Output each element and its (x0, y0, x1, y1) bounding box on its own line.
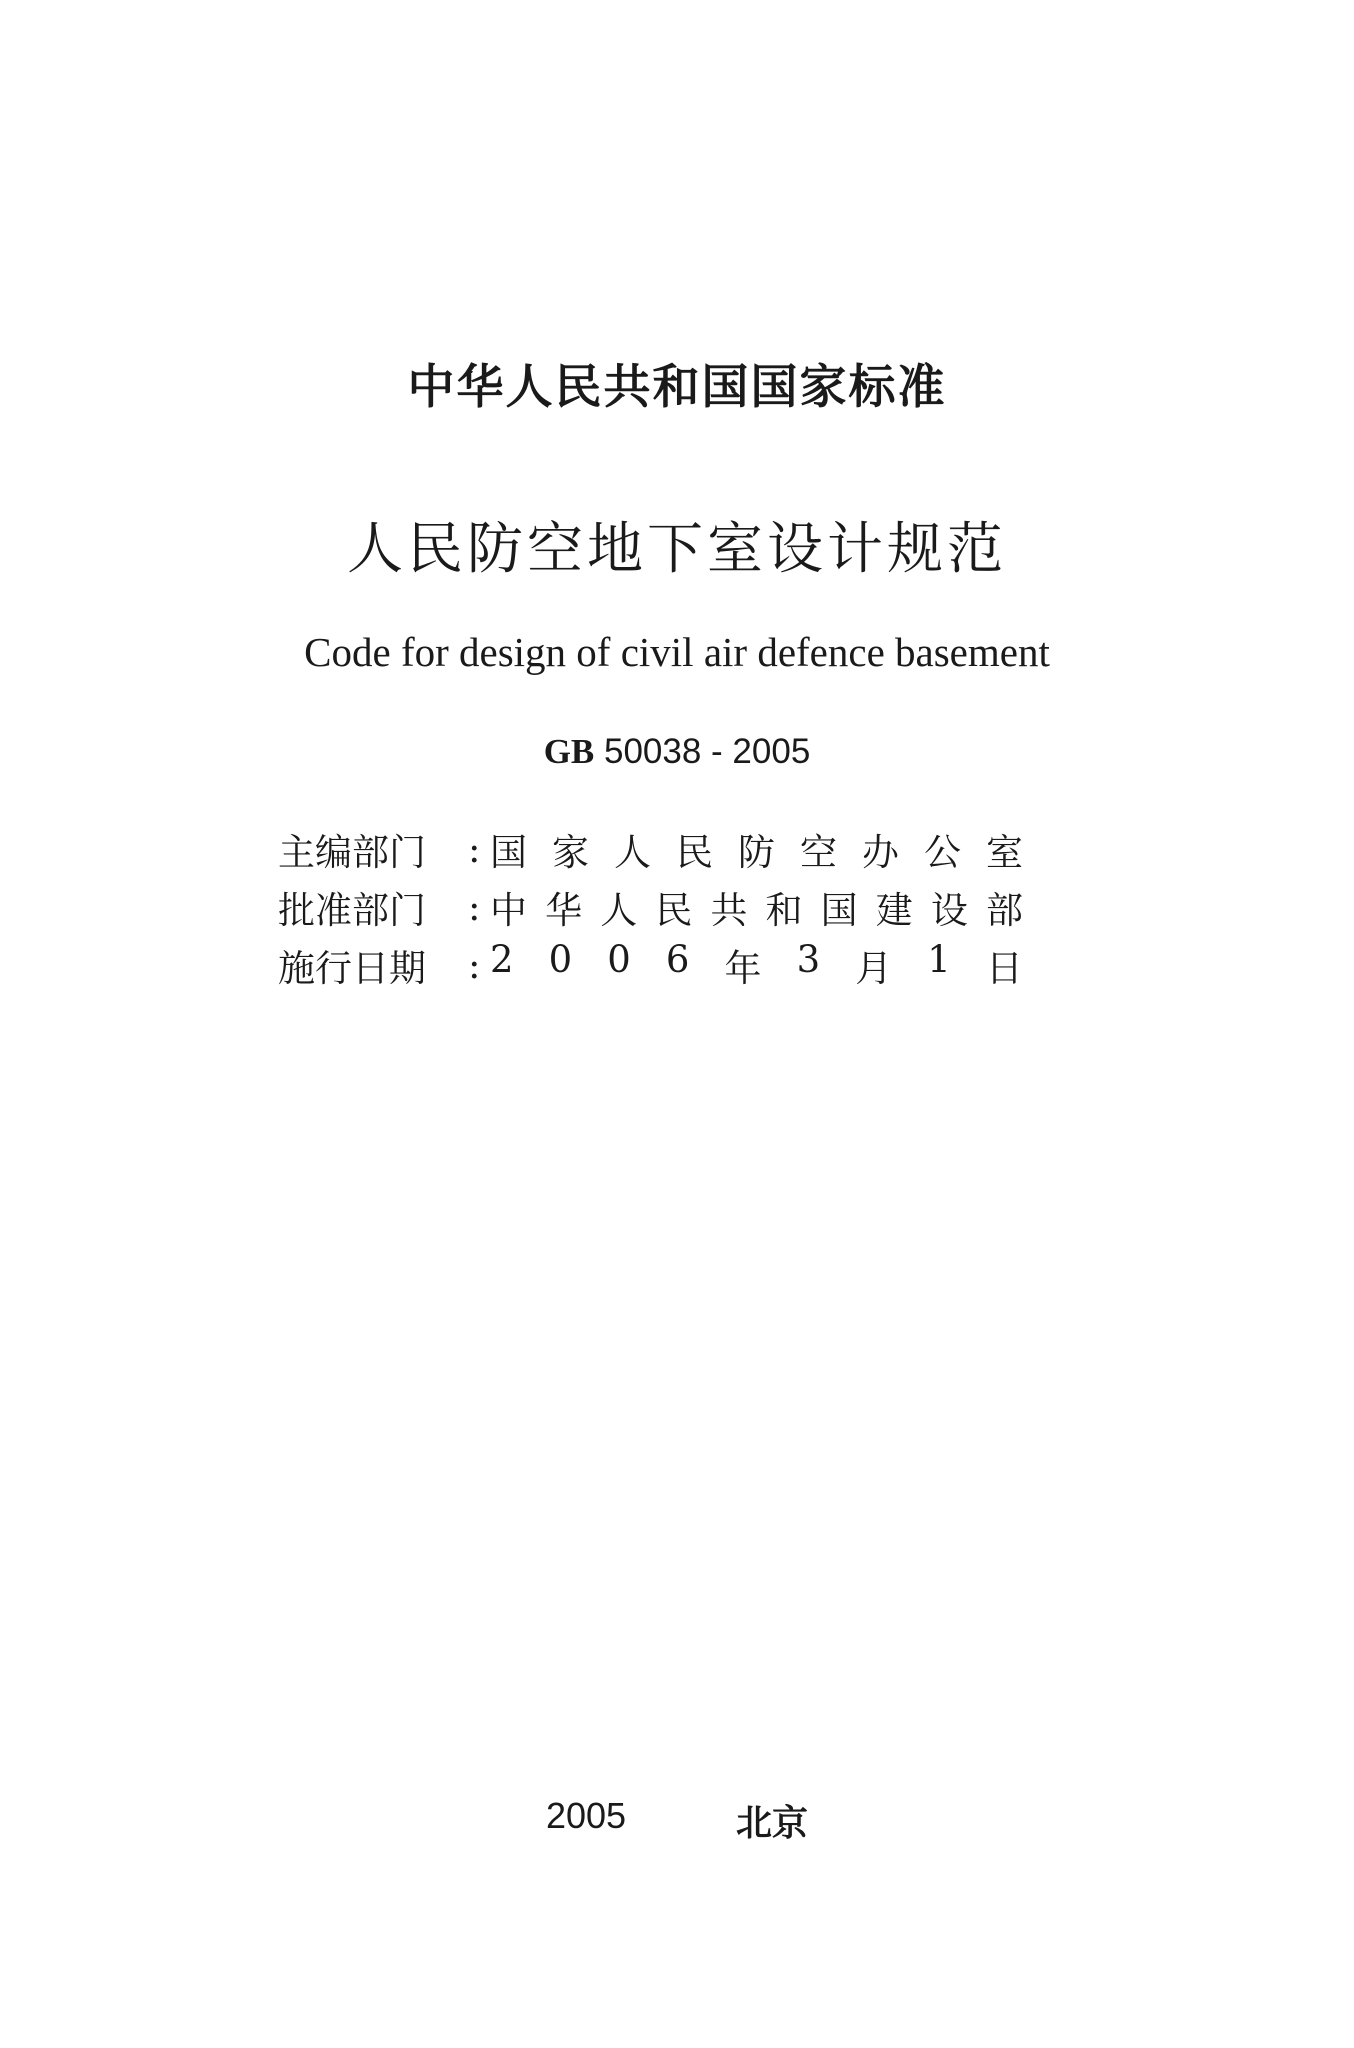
value-char: 建 (875, 889, 913, 932)
metadata-colon: : (468, 885, 481, 929)
metadata-colon: : (468, 827, 481, 871)
publication-year: 2005 (545, 1795, 627, 1836)
value-char: 公 (924, 831, 961, 874)
value-char: 室 (986, 831, 1023, 874)
value-char: 3 (796, 938, 821, 981)
metadata-value (482, 938, 1023, 992)
value-char: 民 (655, 889, 693, 932)
metadata-colon: : (468, 943, 481, 987)
value-char: 民 (676, 831, 713, 874)
publication-city: 北京 (736, 1803, 809, 1844)
value-char: 人 (600, 889, 638, 932)
metadata-row-editor (278, 820, 1023, 878)
value-char: 家 (552, 831, 589, 874)
publication-footer (0, 1795, 1354, 1846)
metadata-value (482, 822, 1023, 876)
value-char: 国 (490, 831, 527, 874)
value-char: 防 (738, 831, 775, 874)
value-char: 空 (800, 831, 837, 874)
value-char: 中 (490, 889, 527, 932)
standard-code-number: 50038 - 2005 (604, 732, 811, 771)
value-char: 日 (985, 947, 1023, 990)
value-char: 2 (490, 938, 514, 981)
value-char: 和 (765, 889, 803, 932)
value-char: 部 (985, 889, 1023, 932)
metadata-row-approver (278, 878, 1023, 936)
value-char: 人 (614, 831, 651, 874)
standard-code (0, 732, 1354, 772)
value-char: 办 (862, 831, 899, 874)
value-char: 年 (724, 947, 762, 990)
metadata-value (482, 880, 1023, 934)
value-char: 0 (607, 938, 631, 981)
value-char: 国 (820, 889, 858, 932)
metadata-block (278, 820, 1023, 994)
value-char: 设 (930, 889, 968, 932)
value-char: 0 (548, 938, 573, 981)
standard-code-prefix: GB (543, 732, 595, 771)
metadata-label: 批准部门 (278, 889, 426, 932)
value-char: 1 (927, 938, 951, 981)
metadata-label: 主编部门 (278, 831, 426, 874)
title-english: Code for design of civil air defence basement (304, 629, 1050, 675)
value-char: 共 (710, 889, 748, 932)
title-chinese: 人民防空地下室设计规范 (347, 517, 1007, 582)
value-char: 6 (665, 938, 690, 981)
standard-heading: 中华人民共和国国家标准 (407, 360, 947, 415)
metadata-label: 施行日期 (278, 947, 426, 990)
metadata-row-effective-date (278, 936, 1023, 994)
value-char: 月 (855, 947, 893, 990)
value-char: 华 (545, 889, 583, 932)
